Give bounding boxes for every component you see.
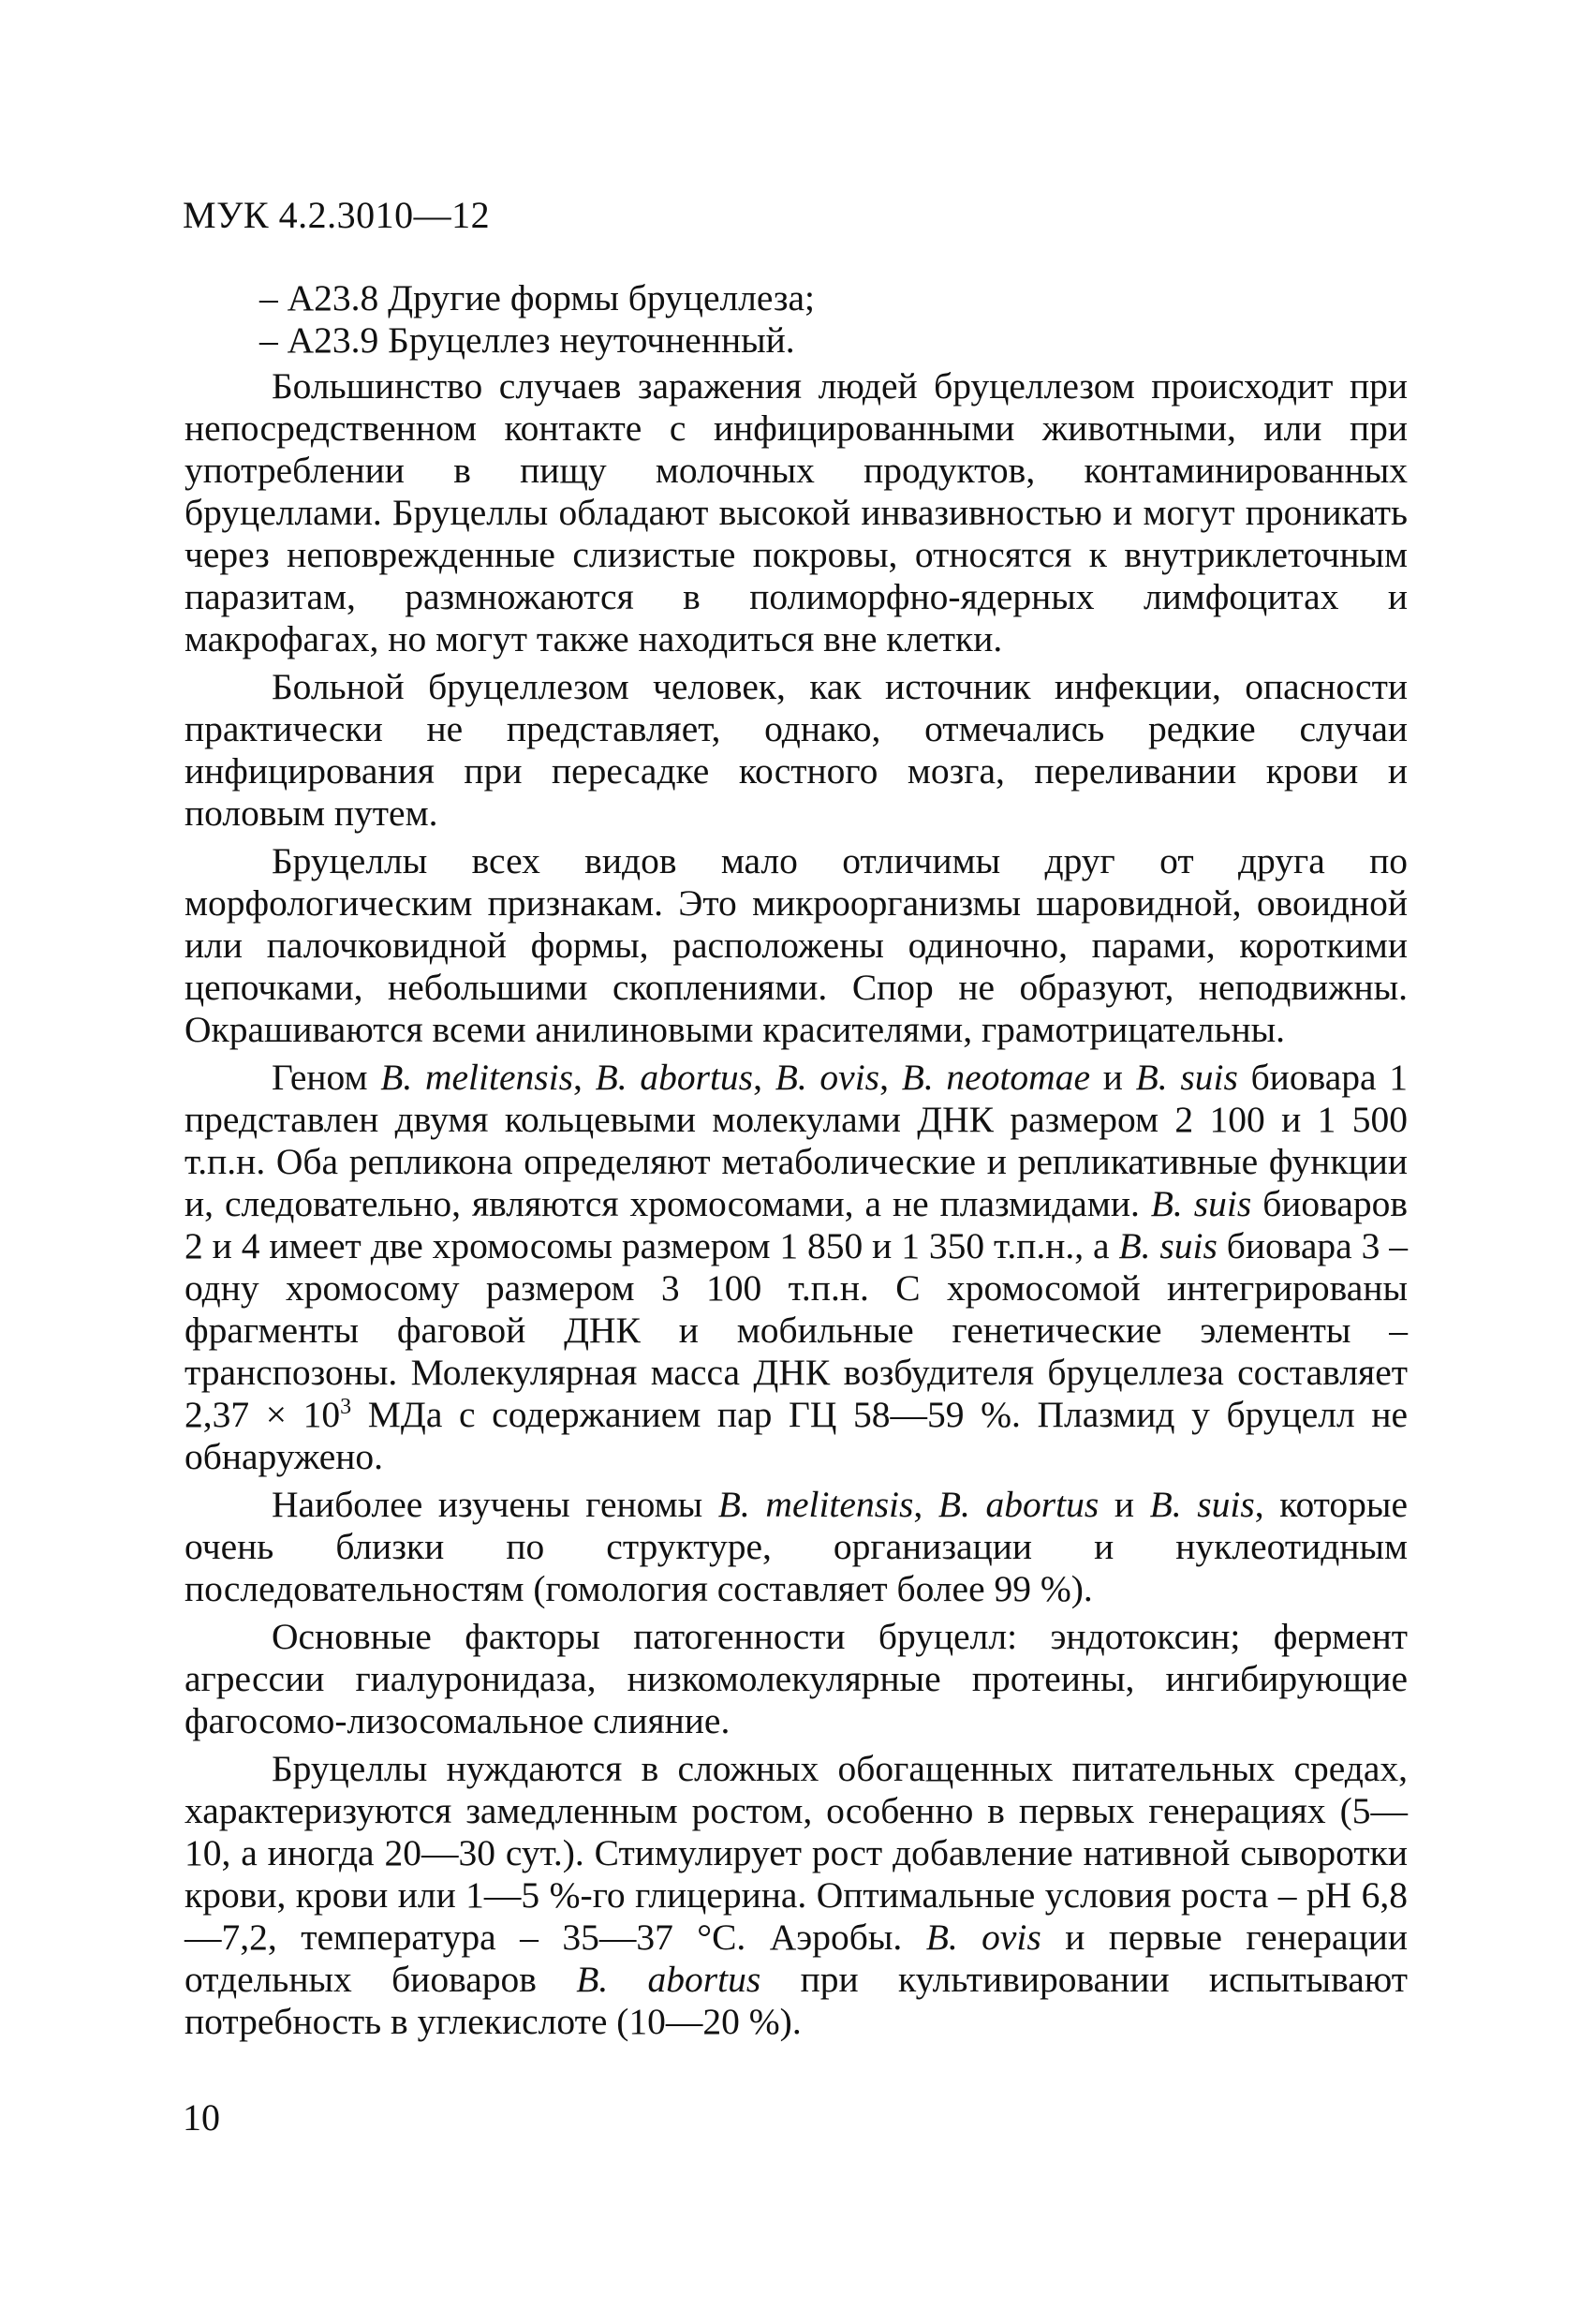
text-run: , [879, 1057, 902, 1098]
species-name: B. ovis [775, 1057, 880, 1098]
text-run: МДа с содержанием пар ГЦ 58—59 %. Плазмид у бруцелл не обнаружено. [184, 1394, 1408, 1477]
species-name: B. suis [1149, 1484, 1255, 1525]
species-name: B. abortus [595, 1057, 754, 1098]
text-run: , которые очень близки по структуре, организации и нуклеотидным последовательностям (гомология составляет более 99 %). [184, 1484, 1408, 1609]
paragraph-genome [184, 1057, 1408, 1478]
text-run: биовара 3 – одну хромосому размером 3 100 т.п.н. С хромосомой интегрированы фрагменты фаговой ДНК и мобильные генетические элементы – транспозоны. Молекулярная масса ДНК возбудителя бруцеллеза составляет 2,37 × 10 [184, 1225, 1408, 1435]
list-item: – А23.8 Другие формы бруцеллеза; [259, 277, 816, 318]
species-name: B. abortus [576, 1959, 761, 2000]
paragraph-infection-routes: Большинство случаев заражения людей бруцеллезом происходит при непосредственном контакте с инфицированными животными, или при употреблении в пищу молочных продуктов, контаминированных бруцеллами. Бруцеллы обладают высокой инвазивностью и могут проникать через неповрежденные слизистые покровы, относятся к внутриклеточным паразитам, размножаются в полиморфно-ядерных лимфоцитах и макрофагах, но могут также находиться вне клетки. [184, 365, 1408, 659]
species-name: B. melitensis [380, 1057, 573, 1098]
exponent: 3 [340, 1394, 352, 1419]
species-name: B. suis [1150, 1183, 1252, 1224]
text-run: , [913, 1484, 938, 1525]
species-name: B. suis [1135, 1057, 1238, 1098]
paragraph-morphology: Бруцеллы всех видов мало отличимы друг от друга по морфологическим признакам. Это микроорганизмы шаровидной, овоидной или палочковидной формы, расположены одиночно, парами, короткими цепочками, небольшими скоплениями. Спор не образуют, неподвижны. Окрашиваются всеми анилиновыми красителями, грамотрицательны. [184, 840, 1408, 1050]
text-run: биовара 1 представлен двумя кольцевыми молекулами ДНК размером 2 100 и 1 500 т.п.н. Оба репликона определяют метаболические и репликативные функции и, следовательно, являются хромосомами, а не плазмидами. [184, 1057, 1409, 1224]
text-run: и [1099, 1484, 1150, 1525]
species-name: B. abortus [937, 1484, 1100, 1525]
species-name: B. melitensis [717, 1484, 914, 1525]
page-number: 10 [183, 2096, 220, 2139]
text-run: биоваров 2 и 4 имеет две хромосомы размером 1 850 и 1 350 т.п.н., а [184, 1183, 1408, 1266]
species-name: B. neotomae [901, 1057, 1090, 1098]
page-body [184, 277, 1408, 2043]
text-run: Наиболее изучены геномы [272, 1484, 718, 1525]
list-item: – А23.9 Бруцеллез неуточненный. [259, 319, 795, 361]
text-run: Геном [272, 1057, 381, 1098]
document-code: МУК 4.2.3010—12 [183, 194, 491, 236]
paragraph-patient-source: Больной бруцеллезом человек, как источник инфекции, опасности практически не представляет, однако, отмечались редкие случаи инфицирования при пересадке костного мозга, переливании крови и половым путем. [184, 666, 1408, 834]
text-run: , [572, 1057, 596, 1098]
paragraph-cultivation [184, 1748, 1408, 2043]
text-run: и [1090, 1057, 1136, 1098]
paragraph-studied-genomes [184, 1484, 1408, 1610]
text-run: , [753, 1057, 775, 1098]
text-run: Бруцеллы нуждаются в сложных обогащенных питательных средах, характеризуются замедленным ростом, особенно в первых генерациях (5—10, а иногда 20—30 сут.). Стимулирует рост добавление нативной сыворотки крови, крови или 1—5 %-го глицерина. Оптимальные условия роста – рН 6,8—7,2, температура – 35—37 °С. Аэробы. [184, 1748, 1408, 1958]
text-run: и первые генерации отдельных биоваров [184, 1917, 1408, 2000]
paragraph-pathogenicity: Основные факторы патогенности бруцелл: эндотоксин; фермент агрессии гиалуронидаза, низкомолекулярные протеины, ингибирующие фагосомо-лизосомальное слияние. [184, 1616, 1408, 1741]
text-run: при культивировании испытывают потребность в углекислоте (10—20 %). [184, 1959, 1408, 2042]
species-name: B. suis [1118, 1225, 1218, 1266]
species-name: B. ovis [925, 1917, 1041, 1958]
